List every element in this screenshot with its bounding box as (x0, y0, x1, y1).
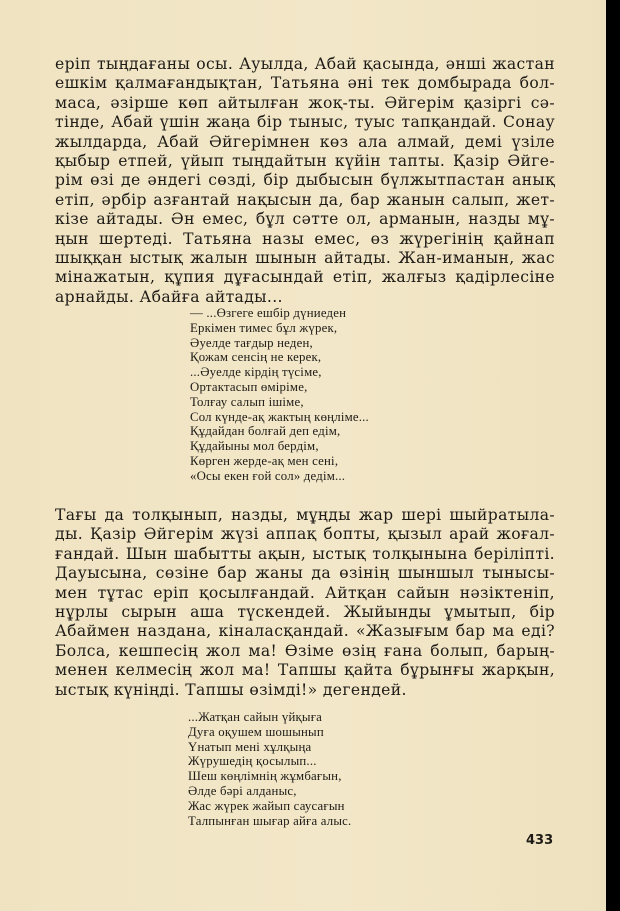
prose-line: ыстық күніңді. Тапшы өзімді!» дегендей. (55, 680, 407, 699)
prose-line: еріп тыңдағаны осы. Ауылда, Абай қасында, әнші жастан (55, 55, 555, 73)
prose-line: ңын шертеді. Татьяна назы емес, өз жүрегінің қайнап (55, 229, 555, 248)
prose-line: кізе айтады. Ән емес, бұл сәтте ол, арманын, назды мұ- (55, 210, 555, 229)
prose-line: етіп, әрбір азғантай нақысын да, бар жанын салып, жет- (55, 190, 555, 209)
prose-line: шыққан ыстық жалын шынын айтады. Жан-иманын, жас (55, 249, 555, 268)
verse-line: Әуелде тағдыр неден, (190, 335, 313, 350)
prose-line: Тағы да толқынып, назды, мұңды жар шері шыйратыла- (55, 506, 555, 524)
prose-line: қыбыр етпей, үйып тыңдайтын күйін тапты. Қазір Әйге- (55, 152, 555, 171)
prose-line: Болса, кешпесің жол ма! Өзіме өзің ғана болып, барың- (55, 641, 555, 660)
prose-paragraph-2 (55, 506, 555, 700)
prose-line: ешкім қалмағандықтан, Татьяна әні тек домбырада бол- (55, 74, 555, 93)
verse-line: «Осы екен ғой сол» дедім... (190, 468, 346, 483)
verse-line: Үнатып мені хұлқыңа (188, 739, 312, 754)
verse-line: Ортактасып өміріме, (190, 379, 308, 394)
verse-line: Қожам сенсің не керек, (190, 350, 322, 365)
verse-line: — ...Өзгеге ешбір дүниеден (190, 306, 347, 320)
prose-line: маса, әзірше көп айтылған жоқ-ты. Әйгерім қазіргі сә- (55, 93, 555, 112)
prose-line: Абаймен наздана, кіналасқандай. «Жазығым бар ма еді? (55, 622, 555, 641)
verse-line: Дуға оқушем шошынып (188, 724, 324, 739)
prose-line: нұрлы сырын аша түскендей. Жыйынды ұмытып, бір (55, 603, 555, 622)
prose-line: арнайды. Абайға айтады... (55, 287, 283, 306)
page-number: 433 (526, 833, 554, 848)
verse-line: Шеш көңлімнің жұмбағын, (188, 769, 342, 784)
verse-line: Жас жүрек жайып саусағын (188, 798, 345, 813)
verse-line: Құдайдан болғай деп едім, (190, 424, 341, 439)
verse-line: Талпынған шығар айға алыс. (188, 813, 352, 828)
verse-line: Еркімен тимес бұл жүрек, (190, 320, 338, 335)
verse-line: Сол күнде-ақ жактың көңліме... (190, 409, 369, 424)
verse-line: ...Жатқан сайын үйқыға (188, 710, 323, 724)
verse-line: Құдайыны мол бердім, (190, 439, 319, 454)
verse-line: Әлде бәрі алданыс, (188, 783, 297, 798)
prose-line: Дауысына, сөзіне бар жаны да өзінің шыншыл тынысы- (55, 564, 555, 583)
verse-line: Көрген жерде-ақ мен сені, (190, 453, 339, 468)
verse-stanza-2 (188, 710, 351, 828)
verse-line: Толғау салып ішіме, (190, 394, 304, 409)
prose-line: жылдарда, Абай Әйгерімнен көз ала алмай, демі үзіле (55, 132, 555, 151)
prose-line: тінде, Абай үшін жаңа бір тыныс, туыс тапқандай. Сонау (55, 113, 555, 132)
prose-line: ды. Қазір Әйгерім жүзі аппақ бопты, қызыл арай жоғал- (55, 525, 555, 544)
verse-line: Жүрушедің қосылып... (188, 754, 317, 769)
verse-stanza-1 (190, 306, 369, 484)
prose-paragraph-1 (55, 55, 555, 307)
prose-line: ғандай. Шын шабытты ақын, ыстық толқынына беріліпті. (55, 544, 555, 563)
prose-line: рім өзі де әндегі сөзді, бір дыбысын бүлжытпастан анық (55, 171, 555, 190)
prose-line: мен тұтас еріп қосылғандай. Айтқан сайын нәзіктеніп, (55, 583, 555, 602)
prose-line: мінажатын, құпия дұғасындай етіп, жалғыз қадірлесіне (55, 268, 555, 287)
verse-line: ...Әуелде кірдің түсіме, (190, 365, 322, 380)
prose-line: менен келмесің жол ма! Тапшы қайта бұрынғы жарқын, (55, 661, 555, 680)
